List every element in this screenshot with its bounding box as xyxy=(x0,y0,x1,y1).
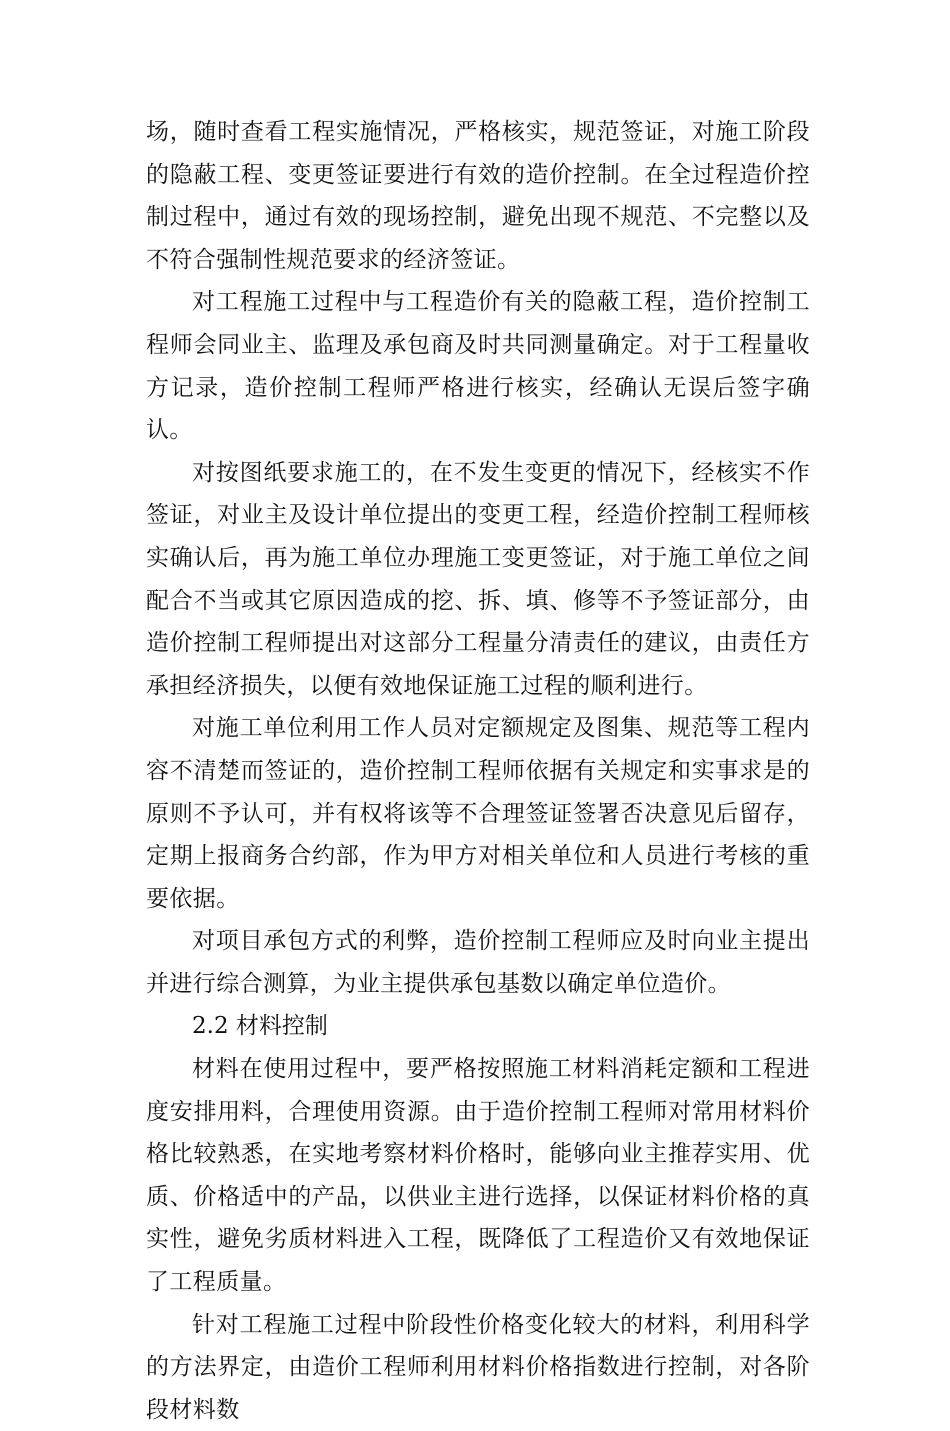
paragraph-continued: 场，随时查看工程实施情况，严格核实，规范签证，对施工阶段的隐蔽工程、变更签证要进行有效的造价控制。在全过程造价控制过程中，通过有效的现场控制，避免出现不规范、不完整以及不符合强制性规范要求的经济签证。 xyxy=(146,119,810,273)
section-heading: 2.2 材料控制 xyxy=(192,1013,328,1040)
paragraph-unclear-visas: 对施工单位利用工作人员对定额规定及图集、规范等工程内容不清楚而签证的，造价控制工程师依据有关规定和实事求是的原则不予认可，并有权将该等不合理签证签署否决意见后留存，定期上报商务合约部，作为甲方对相关单位和人员进行考核的重要依据。 xyxy=(146,715,810,912)
paragraph-material-usage: 材料在使用过程中，要严格按照施工材料消耗定额和工程进度安排用料，合理使用资源。由于造价控制工程师对常用材料价格比较熟悉，在实地考察材料价格时，能够向业主推荐实用、优质、价格适中的产品，以供业主进行选择，以保证材料价格的真实性，避免劣质材料进入工程，既降低了工程造价又有效地保证了工程质量。 xyxy=(146,1056,810,1296)
paragraph-material-price-index: 针对工程施工过程中阶段性价格变化较大的材料，利用科学的方法界定，由造价工程师利用材料价格指数进行控制，对各阶段材料数 xyxy=(146,1311,810,1423)
paragraph-concealed-works: 对工程施工过程中与工程造价有关的隐蔽工程，造价控制工程师会同业主、监理及承包商及时共同测量确定。对于工程量收方记录，造价控制工程师严格进行核实，经确认无误后签字确认。 xyxy=(146,289,810,444)
paragraph-change-orders: 对按图纸要求施工的，在不发生变更的情况下，经核实不作签证，对业主及设计单位提出的变更工程，经造价控制工程师核实确认后，再为施工单位办理施工变更签证，对于施工单位之间配合不当或其它原因造成的挖、拆、填、修等不予签证部分，由造价控制工程师提出对这部分工程量分清责任的建议，由责任方承担经济损失，以便有效地保证施工过程的顺利进行。 xyxy=(146,459,810,699)
document-body xyxy=(146,111,810,1431)
paragraph-contract-mode: 对项目承包方式的利弊，造价控制工程师应及时向业主提出并进行综合测算，为业主提供承包基数以确定单位造价。 xyxy=(146,928,810,997)
